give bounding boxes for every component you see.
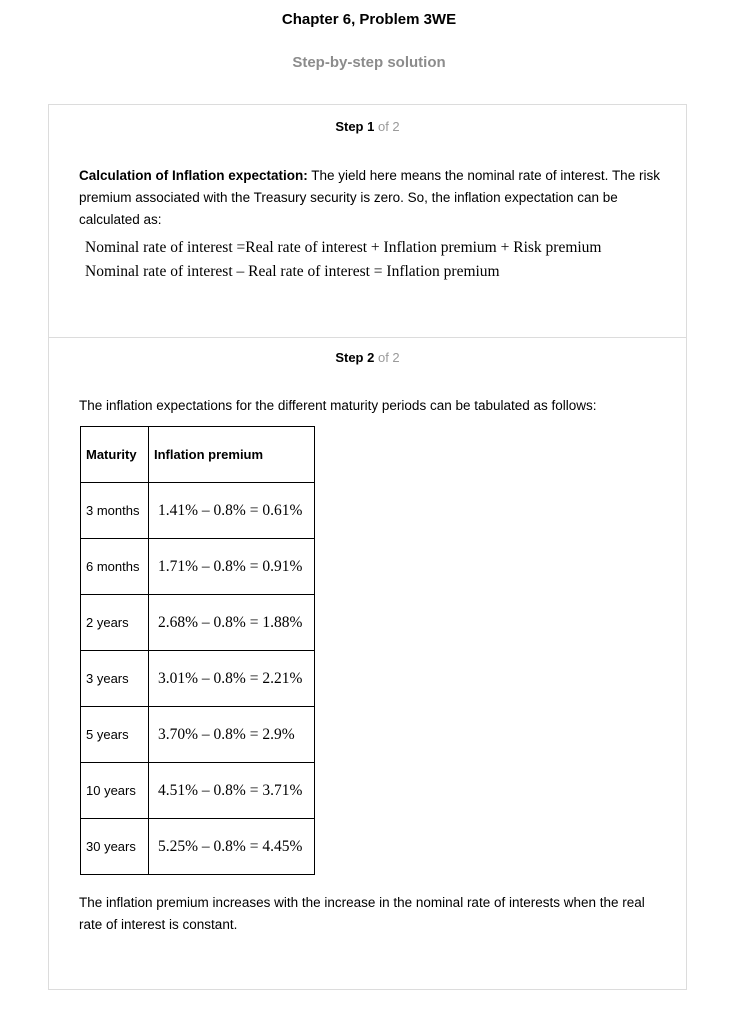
step-2-conclusion: The inflation premium increases with the increase in the nominal rate of interests when the real rate of interest is constant. [79, 895, 645, 932]
table-row [81, 651, 315, 707]
premium-cell: 3.01% – 0.8% = 2.21% [149, 651, 315, 707]
step-2-header [49, 350, 686, 365]
maturity-cell: 5 years [81, 707, 149, 763]
step-1-label: Step 1 [335, 119, 375, 134]
table-row [81, 763, 315, 819]
header-inflation-premium: Inflation premium [149, 427, 315, 483]
maturity-cell: 3 months [81, 483, 149, 539]
step-2-label: Step 2 [335, 350, 375, 365]
inflation-table [80, 426, 315, 875]
step-1-card [48, 104, 687, 338]
premium-cell: 4.51% – 0.8% = 3.71% [149, 763, 315, 819]
equation-1: Nominal rate of interest =Real rate of interest + Inflation premium + Risk premium [85, 239, 602, 256]
maturity-cell: 30 years [81, 819, 149, 875]
page-title: Chapter 6, Problem 3WE [281, 11, 457, 28]
table-row [81, 539, 315, 595]
premium-cell: 3.70% – 0.8% = 2.9% [149, 707, 315, 763]
step-2-intro: The inflation expectations for the different maturity periods can be tabulated as follows: [79, 398, 597, 413]
step-1-count: of 2 [377, 119, 400, 134]
premium-cell: 2.68% – 0.8% = 1.88% [149, 595, 315, 651]
step-1-header [49, 119, 686, 134]
maturity-cell: 3 years [81, 651, 149, 707]
step-1-paragraph [79, 165, 664, 231]
solution-subtitle: Step-by-step solution [292, 54, 446, 71]
maturity-cell: 2 years [81, 595, 149, 651]
equation-2: Nominal rate of interest – Real rate of interest = Inflation premium [85, 263, 500, 280]
table-row [81, 595, 315, 651]
table-row [81, 707, 315, 763]
step-2-card [48, 337, 687, 990]
table-header-row [81, 427, 315, 483]
table-row [81, 819, 315, 875]
step-1-text: The yield here means the nominal rate of interest. The risk premium associated with the Treasury security is zero. So, the inflation expectation can be calculated as: [79, 168, 660, 227]
step-1-heading: Calculation of Inflation expectation: [79, 168, 308, 183]
premium-cell: 1.41% – 0.8% = 0.61% [149, 483, 315, 539]
premium-cell: 1.71% – 0.8% = 0.91% [149, 539, 315, 595]
maturity-cell: 6 months [81, 539, 149, 595]
maturity-cell: 10 years [81, 763, 149, 819]
premium-cell: 5.25% – 0.8% = 4.45% [149, 819, 315, 875]
step-2-count: of 2 [377, 350, 400, 365]
header-maturity: Maturity [81, 427, 149, 483]
table-row [81, 483, 315, 539]
